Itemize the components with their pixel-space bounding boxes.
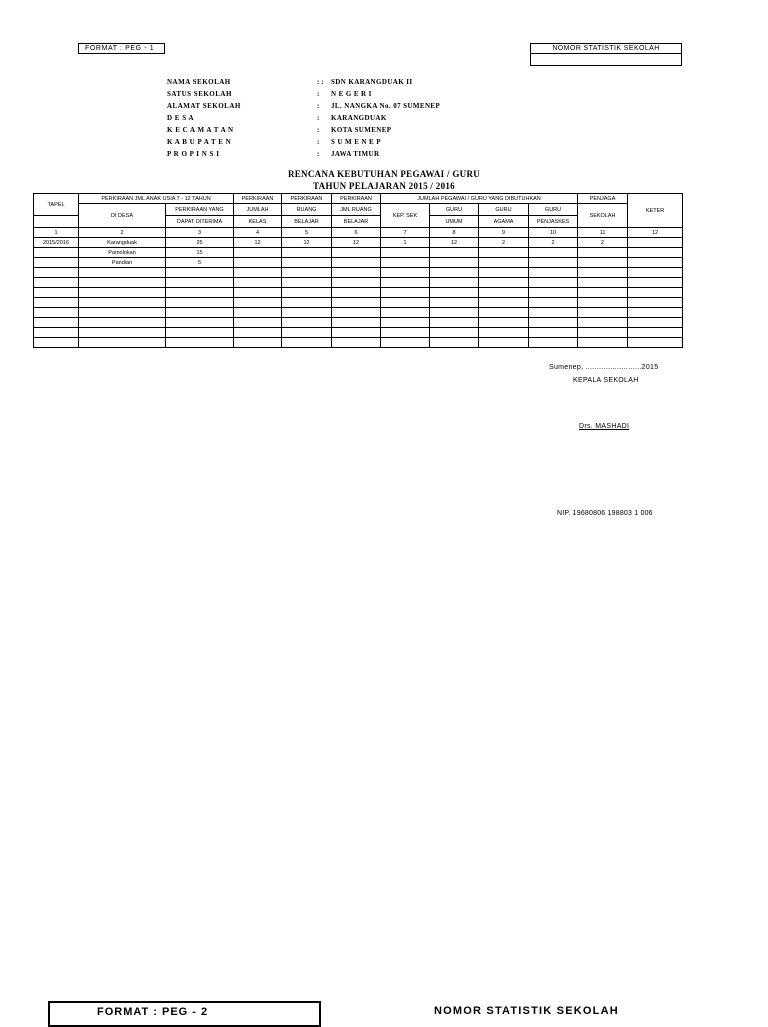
table-cell	[234, 318, 282, 328]
table-cell	[578, 268, 628, 278]
info-value: KARANGDUAK	[331, 114, 387, 122]
table-row	[34, 248, 683, 258]
info-value: KOTA SUMENEP	[331, 126, 392, 134]
header-guru-agama-1: GURU	[479, 204, 529, 216]
signature-place-date: Sumenep, .........................2015	[549, 364, 659, 371]
info-row	[167, 77, 412, 88]
table-cell	[628, 268, 683, 278]
nss-label: NOMOR STATISTIK SEKOLAH	[530, 43, 682, 54]
table-cell	[79, 268, 166, 278]
header-guru-umum-1: GURU	[430, 204, 479, 216]
table-cell	[282, 258, 332, 268]
table-cell: 2	[529, 238, 578, 248]
table-cell	[628, 258, 683, 268]
header-kelas-2: JUMLAH	[234, 204, 282, 216]
info-row	[167, 137, 381, 148]
table-cell	[166, 328, 234, 338]
col-num: 5	[282, 228, 332, 238]
table-cell	[381, 298, 430, 308]
table-cell	[628, 308, 683, 318]
info-row	[167, 149, 379, 160]
info-colon: :	[317, 90, 320, 98]
nss-label-2: NOMOR STATISTIK SEKOLAH	[434, 1005, 619, 1017]
col-num: 7	[381, 228, 430, 238]
table-cell: 2	[578, 238, 628, 248]
col-num: 8	[430, 228, 479, 238]
header-tapel-cont	[34, 216, 79, 228]
table-cell	[234, 258, 282, 268]
table-cell	[34, 288, 79, 298]
table-cell	[332, 248, 381, 258]
table-cell: 2	[479, 238, 529, 248]
col-num: 9	[479, 228, 529, 238]
table-cell	[479, 318, 529, 328]
table-cell	[529, 278, 578, 288]
table-cell: Pandian	[79, 258, 166, 268]
header-jml-ruang-2: JML RUANG	[332, 204, 381, 216]
table-cell	[381, 258, 430, 268]
format-2-label: FORMAT : PEG - 2	[48, 1001, 321, 1027]
table-cell	[234, 278, 282, 288]
table-cell: Pamolokan	[79, 248, 166, 258]
table-cell	[166, 288, 234, 298]
table-cell	[234, 298, 282, 308]
col-num: 11	[578, 228, 628, 238]
header-jml-ruang-1: PERKIRAAN	[332, 194, 381, 204]
info-colon: :	[317, 150, 320, 158]
table-cell	[79, 298, 166, 308]
table-cell	[332, 328, 381, 338]
table-row	[34, 328, 683, 338]
info-colon: :	[317, 138, 320, 146]
col-num: 6	[332, 228, 381, 238]
header-kelas-3: KELAS	[234, 216, 282, 228]
table-cell	[166, 318, 234, 328]
info-label: K E C A M A T A N	[167, 126, 234, 134]
table-cell: Karangduak	[79, 238, 166, 248]
col-num: 12	[628, 228, 683, 238]
table-cell	[34, 318, 79, 328]
table-cell	[529, 328, 578, 338]
document-subtitle: TAHUN PELAJARAN 2015 / 2016	[313, 181, 455, 191]
table-cell: 15	[166, 248, 234, 258]
info-value: JAWA TIMUR	[331, 150, 380, 158]
header-guru-agama-2: AGAMA	[479, 216, 529, 228]
table-cell	[628, 278, 683, 288]
table-cell	[381, 248, 430, 258]
info-label: ALAMAT SEKOLAH	[167, 102, 241, 110]
info-label: P R O P I N S I	[167, 150, 220, 158]
table-cell	[430, 338, 479, 348]
table-cell	[282, 248, 332, 258]
info-row	[167, 89, 372, 100]
table-cell	[430, 248, 479, 258]
table-cell	[430, 288, 479, 298]
table-row	[34, 238, 683, 248]
table-cell	[234, 308, 282, 318]
header-anak-group: PERKIRAAN JML ANAK USIA 7 - 12 TAHUN	[79, 194, 234, 204]
staff-needs-table	[33, 193, 683, 348]
header-keter: KETER	[628, 194, 683, 228]
header-guru-umum-2: UMUM	[430, 216, 479, 228]
info-value: N E G E R I	[331, 90, 372, 98]
col-num: 10	[529, 228, 578, 238]
header-kelas-1: PERKIRAAN	[234, 194, 282, 204]
table-cell	[282, 318, 332, 328]
signature-name: Drs. MASHADI	[579, 423, 630, 430]
table-cell	[332, 298, 381, 308]
table-cell	[529, 318, 578, 328]
info-colon: :	[317, 126, 320, 134]
table-cell: 12	[282, 238, 332, 248]
table-cell	[578, 308, 628, 318]
table-cell	[628, 238, 683, 248]
table-row	[34, 258, 683, 268]
table-cell	[282, 268, 332, 278]
table-cell	[332, 258, 381, 268]
table-cell	[430, 268, 479, 278]
info-row	[167, 113, 387, 124]
table-cell	[628, 248, 683, 258]
table-cell: 12	[332, 238, 381, 248]
header-penjaga-1: PENJAGA	[578, 194, 628, 204]
table-cell	[79, 328, 166, 338]
table-cell: 1	[381, 238, 430, 248]
table-cell	[234, 288, 282, 298]
info-colon: :	[317, 102, 320, 110]
document-title: RENCANA KEBUTUHAN PEGAWAI / GURU	[287, 169, 481, 179]
header-penjaga-2: SEKOLAH	[578, 204, 628, 228]
table-cell	[34, 248, 79, 258]
info-label: SATUS SEKOLAH	[167, 90, 232, 98]
info-colon: : :	[317, 78, 324, 86]
table-cell	[166, 278, 234, 288]
table-cell	[578, 288, 628, 298]
table-cell	[34, 278, 79, 288]
header-kep-sek: KEP. SEK	[381, 204, 430, 228]
table-cell	[34, 268, 79, 278]
col-num: 3	[166, 228, 234, 238]
table-cell: 5	[166, 258, 234, 268]
table-cell	[381, 338, 430, 348]
table-cell	[381, 288, 430, 298]
table-cell	[479, 308, 529, 318]
header-guru-penjas-1: GURU	[529, 204, 578, 216]
table-cell	[529, 298, 578, 308]
table-cell	[578, 278, 628, 288]
header-tapel: TAPEL	[34, 194, 79, 216]
table-cell	[34, 338, 79, 348]
table-cell	[332, 338, 381, 348]
table-cell	[332, 308, 381, 318]
info-label: D E S A	[167, 114, 195, 122]
col-num: 1	[34, 228, 79, 238]
table-cell	[529, 288, 578, 298]
header-diterima-1: PERKIRAAN YANG	[166, 204, 234, 216]
table-cell	[34, 308, 79, 318]
table-cell	[79, 288, 166, 298]
header-ruang-3: BELAJAR	[282, 216, 332, 228]
table-cell	[628, 338, 683, 348]
info-colon: :	[317, 114, 320, 122]
table-cell	[479, 338, 529, 348]
info-value: JL. NANGKA No. 07 SUMENEP	[331, 102, 441, 110]
header-guru-penjas-2: PENJASKES	[529, 216, 578, 228]
table-cell	[166, 308, 234, 318]
signature-nip: NIP. 19680806 198803 1 006	[557, 510, 653, 517]
table-cell	[578, 248, 628, 258]
table-cell	[282, 338, 332, 348]
table-cell	[166, 338, 234, 348]
table-cell	[79, 338, 166, 348]
table-cell	[332, 268, 381, 278]
table-cell	[578, 338, 628, 348]
table-cell	[529, 338, 578, 348]
table-cell	[479, 278, 529, 288]
table-cell	[166, 298, 234, 308]
header-ruang-1: PERKIRAAN	[282, 194, 332, 204]
table-cell: 12	[234, 238, 282, 248]
table-cell	[479, 258, 529, 268]
table-cell	[234, 268, 282, 278]
table-cell	[282, 308, 332, 318]
col-num: 4	[234, 228, 282, 238]
table-cell	[529, 248, 578, 258]
table-cell	[479, 298, 529, 308]
table-cell	[529, 258, 578, 268]
table-cell	[578, 328, 628, 338]
table-cell	[381, 328, 430, 338]
info-row	[167, 101, 440, 112]
table-cell	[234, 248, 282, 258]
table-cell	[234, 338, 282, 348]
column-number-row	[34, 228, 683, 238]
table-cell	[430, 308, 479, 318]
table-cell	[529, 268, 578, 278]
table-cell	[79, 318, 166, 328]
table-cell	[578, 258, 628, 268]
table-row	[34, 268, 683, 278]
signature-title: KEPALA SEKOLAH	[573, 377, 639, 384]
format-label: FORMAT : PEG - 1	[78, 43, 165, 54]
table-cell	[381, 268, 430, 278]
info-value: SDN KARANGDUAK II	[331, 78, 413, 86]
info-label: NAMA SEKOLAH	[167, 78, 231, 86]
table-cell	[282, 288, 332, 298]
header-pegawai-group: JUMLAH PEGAWAI / GURU YANG DIBUTUHKAN	[381, 194, 578, 204]
table-cell	[628, 318, 683, 328]
table-row	[34, 298, 683, 308]
table-cell	[479, 268, 529, 278]
table-cell	[430, 278, 479, 288]
table-cell	[282, 298, 332, 308]
table-cell	[34, 298, 79, 308]
table-cell	[381, 308, 430, 318]
table-cell	[430, 258, 479, 268]
table-cell	[282, 328, 332, 338]
table-cell	[628, 298, 683, 308]
table-cell	[381, 318, 430, 328]
table-cell	[578, 318, 628, 328]
table-cell	[430, 318, 479, 328]
table-cell	[79, 308, 166, 318]
table-cell: 12	[430, 238, 479, 248]
table-cell	[34, 328, 79, 338]
table-cell	[332, 318, 381, 328]
table-row	[34, 318, 683, 328]
table-cell	[166, 268, 234, 278]
table-cell: 2015/2016	[34, 238, 79, 248]
table-cell	[578, 298, 628, 308]
table-cell	[479, 328, 529, 338]
info-label: K A B U P A T E N	[167, 138, 232, 146]
info-value: S U M E N E P	[331, 138, 381, 146]
table-cell	[381, 278, 430, 288]
table-cell	[79, 278, 166, 288]
header-ruang-2: RUANG	[282, 204, 332, 216]
header-diterima-2: DAPAT DITERIMA	[166, 216, 234, 228]
table-row	[34, 288, 683, 298]
table-row	[34, 308, 683, 318]
table-cell	[628, 288, 683, 298]
table-cell: 25	[166, 238, 234, 248]
info-row	[167, 125, 391, 136]
table-cell	[332, 288, 381, 298]
table-cell	[234, 328, 282, 338]
table-cell	[479, 248, 529, 258]
table-cell	[628, 328, 683, 338]
table-cell	[282, 278, 332, 288]
table-cell	[529, 308, 578, 318]
table-cell	[430, 298, 479, 308]
header-jml-ruang-3: BELAJAR	[332, 216, 381, 228]
col-num: 2	[79, 228, 166, 238]
table-cell	[430, 328, 479, 338]
table-row	[34, 278, 683, 288]
nss-value-field	[530, 53, 682, 66]
table-cell	[332, 278, 381, 288]
header-di-desa: DI DESA	[79, 204, 166, 228]
table-cell	[34, 258, 79, 268]
table-cell	[479, 288, 529, 298]
table-row	[34, 338, 683, 348]
